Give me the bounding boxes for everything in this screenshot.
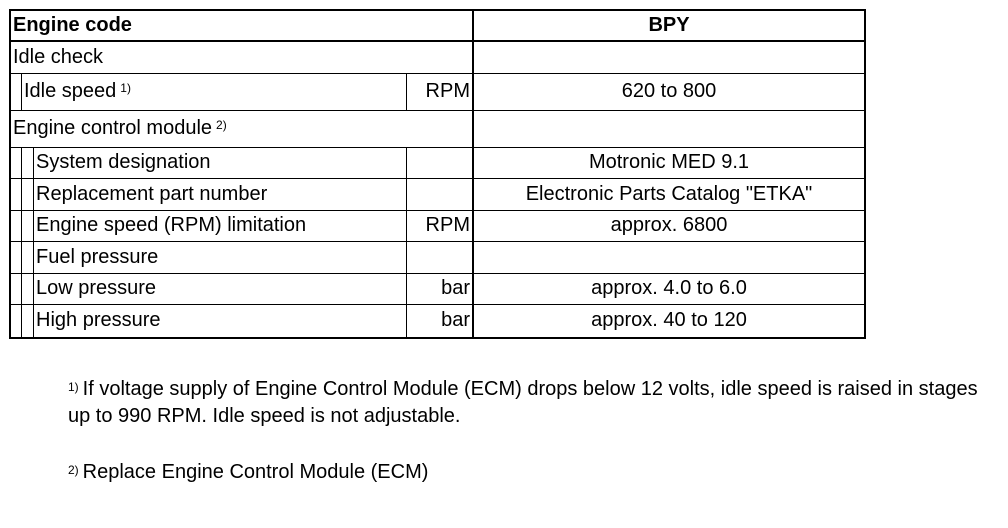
indent-bar — [11, 211, 22, 242]
row-label: Engine speed (RPM) limitation — [36, 214, 307, 237]
table-row — [11, 305, 864, 337]
indent-bar — [11, 305, 22, 337]
row-label: System designation — [36, 151, 211, 174]
table-row — [11, 242, 864, 274]
row-unit — [406, 148, 472, 179]
footnote-mark: 1) — [120, 80, 131, 95]
footnotes — [68, 376, 1003, 486]
row-value: Motronic MED 9.1 — [472, 148, 864, 179]
row-value — [472, 42, 864, 73]
indent-bar — [22, 179, 34, 210]
footnote-1 — [68, 376, 1003, 430]
indent-bar — [22, 242, 34, 273]
row-unit — [406, 179, 472, 210]
row-value: 620 to 800 — [472, 74, 864, 110]
engine-code-value: BPY — [472, 11, 864, 40]
footnote-2 — [68, 459, 1003, 486]
row-unit: RPM — [406, 211, 472, 242]
row-label: Idle check — [13, 45, 104, 68]
row-label: Replacement part number — [36, 182, 268, 205]
indent-bar — [11, 274, 22, 305]
footnote-mark: 1) — [68, 380, 79, 394]
indent-bar — [11, 179, 22, 210]
table-row — [11, 179, 864, 211]
table-row — [11, 74, 864, 111]
row-label: Fuel pressure — [36, 245, 159, 268]
footnote-text: Replace Engine Control Module (ECM) — [82, 461, 429, 483]
footnote-text: If voltage supply of Engine Control Module (ECM) drops below 12 volts, idle speed is raised in stages up to 990 RPM. Idle speed is not adjustable. — [68, 378, 978, 427]
row-value — [472, 242, 864, 273]
table-row — [11, 211, 864, 243]
indent-bar — [22, 274, 34, 305]
row-unit: RPM — [406, 74, 472, 110]
footnote-mark: 2) — [68, 463, 79, 477]
row-value: Electronic Parts Catalog "ETKA" — [472, 179, 864, 210]
indent-bar — [22, 148, 34, 179]
footnote-mark: 2) — [216, 117, 227, 132]
indent-bar — [22, 305, 34, 337]
engine-code-label: Engine code — [13, 14, 132, 36]
row-unit: bar — [406, 305, 472, 337]
row-value: approx. 4.0 to 6.0 — [472, 274, 864, 305]
table-row — [11, 42, 864, 74]
row-label: High pressure — [36, 309, 161, 332]
row-value — [472, 111, 864, 147]
indent-bar — [11, 242, 22, 273]
table-header-row — [11, 11, 864, 42]
indent-bar — [11, 148, 22, 179]
specification-table — [9, 9, 866, 339]
table-row — [11, 148, 864, 180]
table-row — [11, 111, 864, 148]
row-label: Idle speed $^{1)}$ — [24, 80, 131, 102]
row-unit — [406, 242, 472, 273]
row-label: Low pressure — [36, 277, 157, 300]
row-value: approx. 6800 — [472, 211, 864, 242]
row-unit: bar — [406, 274, 472, 305]
row-value: approx. 40 to 120 — [472, 305, 864, 337]
table-row — [11, 274, 864, 306]
indent-bar — [22, 211, 34, 242]
row-label: Engine control module $^{2)}$ — [13, 117, 227, 139]
indent-bar — [11, 74, 22, 110]
